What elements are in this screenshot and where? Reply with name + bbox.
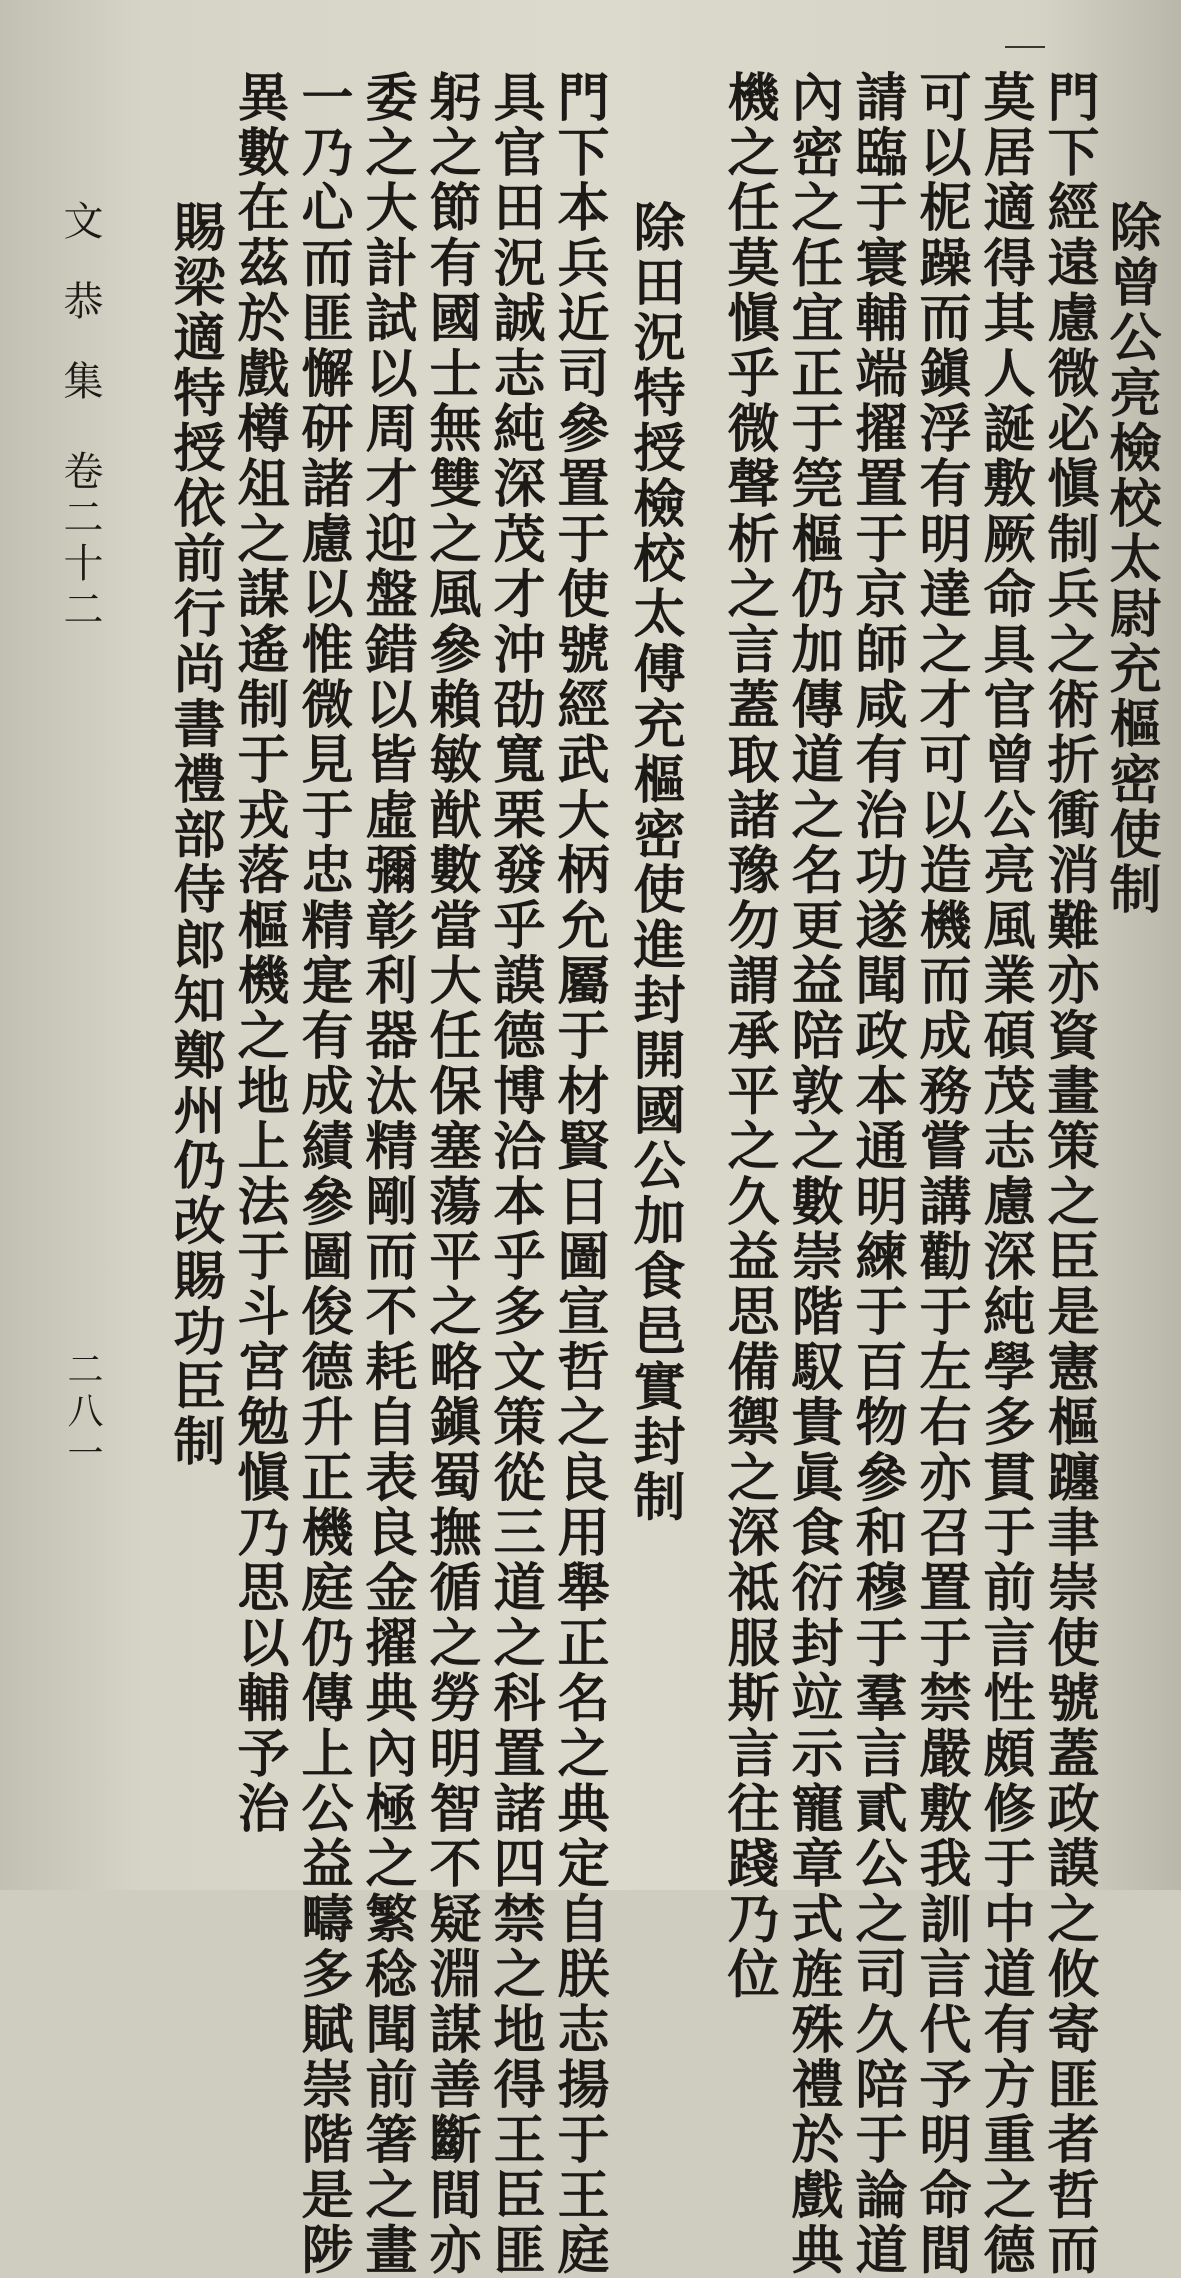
text-column-11: 躬之節有國士無雙之風參賴敏猷數當大任保塞蕩平之略鎭蜀撫循之勞明智不疑淵謀善斷間亦 <box>420 70 481 2278</box>
text-column-15: 賜梁適特授依前行尚書禮部侍郎知鄭州仍改賜功臣制 <box>164 200 225 1470</box>
text-column-2: 門下經遠慮微必愼制兵之術折衝消難亦資畫策之臣是憲樞躔聿崇使號蓋政謨之攸寄匪者哲而 <box>1038 70 1099 2278</box>
text-column-13: 一乃心而匪懈研諸慮以惟微見于忠精寔有成績參圖俊德升正機庭仍傳上公益疇多賦崇階是陟 <box>292 70 353 2278</box>
text-column-6: 內密之任宜正于筦樞仍加傳道之名更益陪敦之數崇階馭貴眞食衍封竝示寵章式旌殊禮於戲典 <box>782 70 843 2278</box>
text-column-1: 除曾公亮檢校太尉充樞密使制 <box>1100 200 1161 918</box>
text-column-10: 具官田況誠志純深茂才沖劭寬栗發乎謨德博洽本乎多文策從三道之科置諸四禁之地得王臣匪 <box>484 70 545 2278</box>
top-rule <box>1005 46 1045 48</box>
page-number: 二八一 <box>62 1350 103 1476</box>
text-column-8: 除田況特授檢校太傅充樞密使進封開國公加食邑實封制 <box>624 200 685 1525</box>
text-column-14: 異數在茲於戲樽俎之謀遙制于戎落樞機之地上法于斗宮勉愼乃思以輔予治 <box>228 70 289 1837</box>
text-column-5: 請臨于寰輔端擢置于京師咸有治功遂聞政本通明練于百物參和穆于羣言貳公之司久陪于論道 <box>846 70 907 2278</box>
volume-label: 卷二十二 <box>57 450 103 634</box>
text-column-3: 莫居適得其人誕敷厥命具官曾公亮風業碩茂志慮深純學多貫于前言性頗修于中道有方重之德 <box>974 70 1035 2278</box>
text-column-9: 門下本兵近司參置于使號經武大柄允屬于材賢日圖宣哲之良用舉正名之典定自朕志揚于王庭 <box>548 70 609 2278</box>
text-column-12: 委之大計試以周才迎盤錯以皆虛彌彰利器汰精剛而不耗自表良金擢典內極之繁稔聞前箸之畫 <box>356 70 417 2278</box>
text-column-4: 可以柅躁而鎭浮有明達之才可以造機而成務嘗講勸于左右亦召置于禁嚴敷我訓言代予明命間 <box>910 70 971 2278</box>
text-column-7: 機之任莫愼乎微聲析之言蓋取諸豫勿謂承平之久益思備禦之深祗服斯言往踐乃位 <box>718 70 779 2002</box>
running-title: 文恭集 <box>57 200 103 440</box>
